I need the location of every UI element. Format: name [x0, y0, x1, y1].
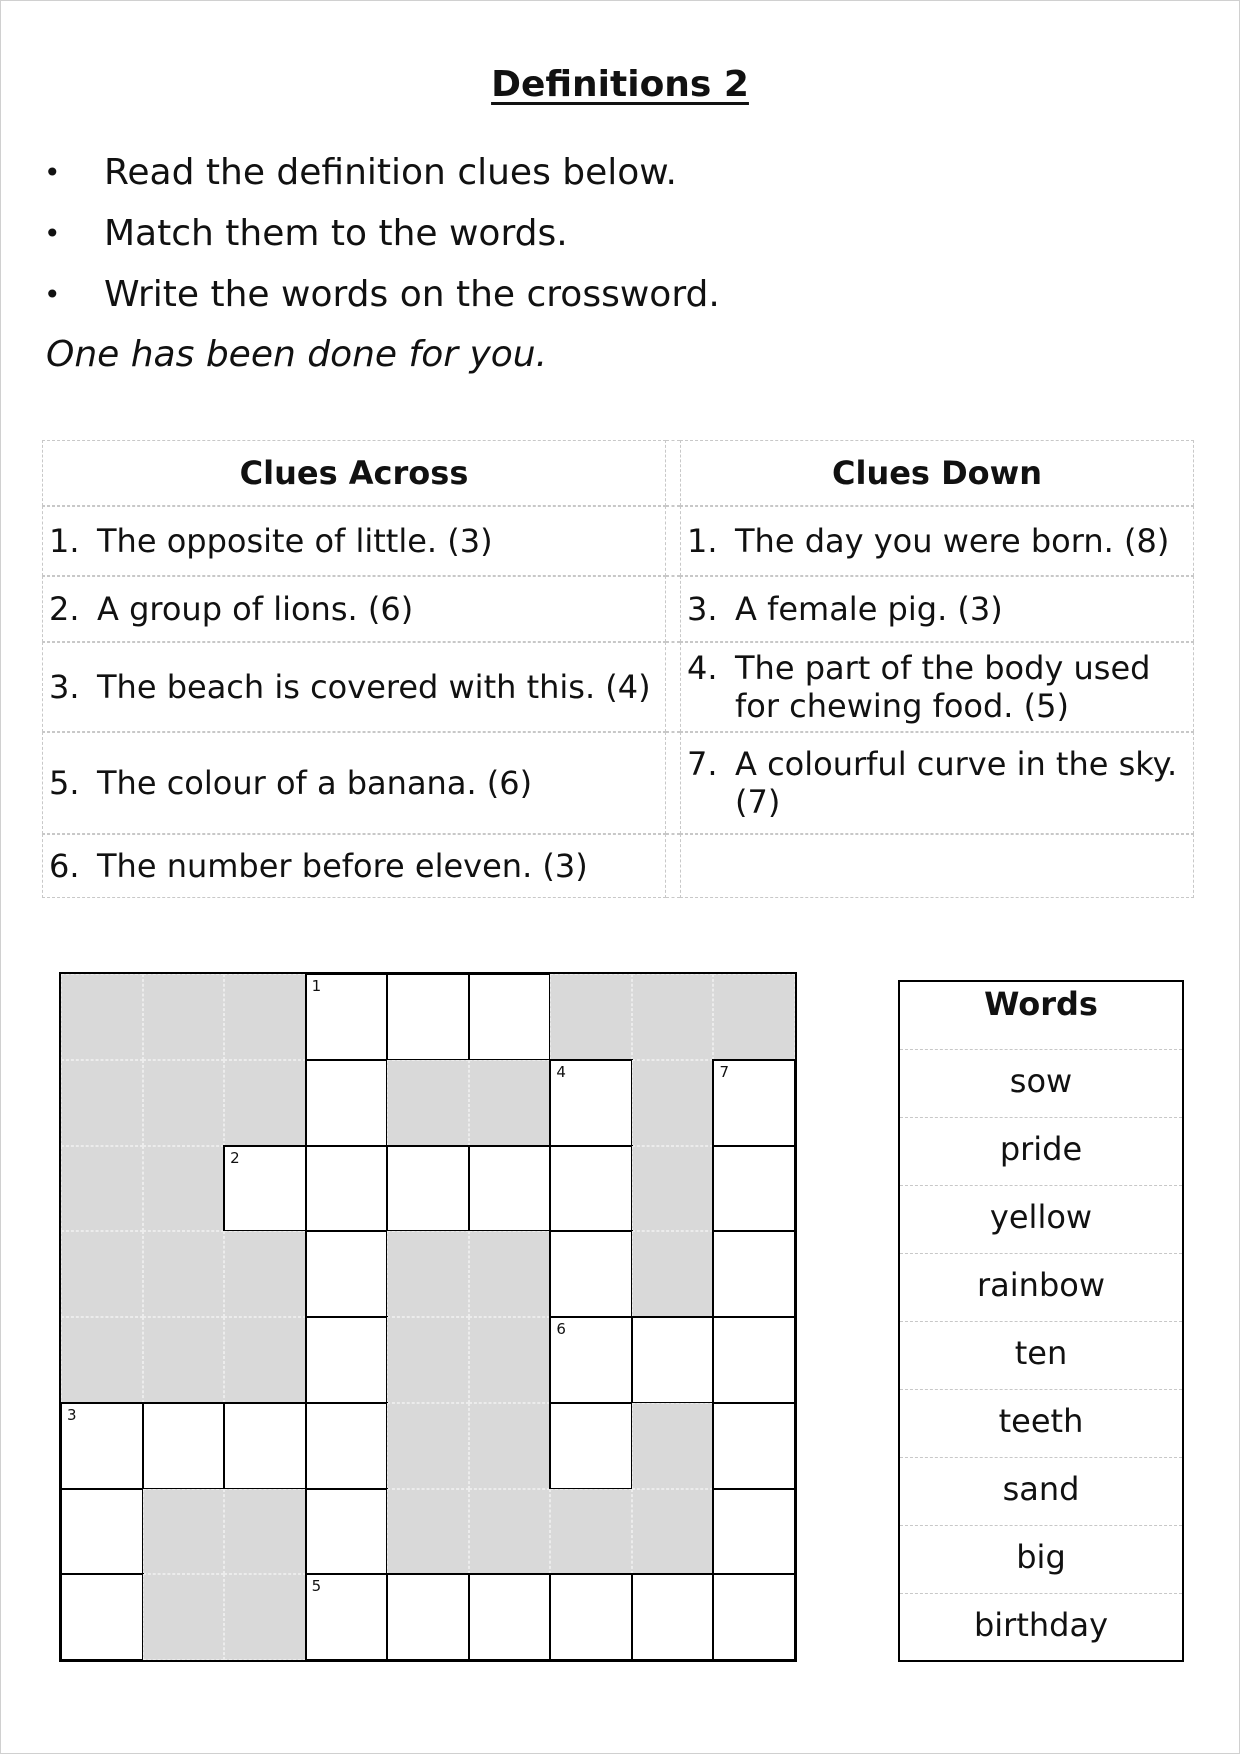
clue-text: The colour of a banana. (6): [97, 764, 533, 802]
cell-number: 3: [67, 1405, 77, 1424]
clue-across: [42, 732, 666, 834]
crossword-block: [143, 1231, 225, 1317]
crossword-block: [550, 974, 632, 1060]
crossword-block: [469, 1060, 551, 1146]
word-bank-header: Words: [900, 982, 1182, 1050]
instruction-item: [0, 148, 1240, 209]
crossword-block: [61, 1231, 143, 1317]
cell-number: 4: [556, 1062, 566, 1081]
word-bank: [898, 980, 1184, 1662]
crossword-cell[interactable]: [712, 1316, 796, 1404]
clue-down: [680, 642, 1194, 732]
cell-number: 7: [719, 1062, 729, 1081]
clues-header-row: [42, 440, 1194, 506]
instruction-text: Read the definition clues below.: [104, 152, 677, 193]
crossword-block: [61, 1146, 143, 1232]
crossword-cell[interactable]: [142, 1402, 226, 1490]
word-bank-item: birthday: [973, 1606, 1109, 1644]
instruction-text: Write the words on the crossword.: [104, 274, 720, 315]
crossword-block: [632, 1146, 714, 1232]
crossword-block: [550, 1489, 632, 1575]
clue-down: [680, 506, 1194, 576]
crossword-block: [469, 1403, 551, 1489]
crossword-block: [143, 1060, 225, 1146]
crossword-block: [632, 1489, 714, 1575]
clue-number: 2.: [49, 590, 80, 628]
cell-number: 5: [311, 1577, 322, 1596]
clue-row: [42, 642, 1194, 732]
crossword-cell[interactable]: [712, 1488, 796, 1576]
crossword-cell[interactable]: [386, 1573, 470, 1661]
crossword-cell[interactable]: [305, 1488, 389, 1576]
crossword-cell[interactable]: [386, 973, 470, 1061]
crossword-cell[interactable]: [305, 973, 389, 1061]
clue-text: The number before eleven. (3): [97, 847, 588, 885]
word-bank-item: sow: [900, 1050, 1182, 1118]
clue-text: A group of lions. (6): [97, 590, 414, 628]
crossword-block: [224, 1489, 306, 1575]
clue-number: 3.: [687, 590, 718, 628]
column-gap: [666, 834, 680, 898]
crossword-block: [143, 1317, 225, 1403]
crossword-block: [469, 1231, 551, 1317]
crossword-cell[interactable]: [549, 1316, 633, 1404]
instruction-text: Match them to the words.: [104, 213, 568, 254]
instructions-list: [0, 148, 1240, 331]
crossword-cell[interactable]: [631, 1573, 715, 1661]
clue-across: [42, 576, 666, 642]
crossword-block: [224, 1317, 306, 1403]
crossword-cell[interactable]: [712, 1059, 796, 1147]
word-bank-item: rainbow: [900, 1254, 1182, 1322]
crossword-block: [224, 1231, 306, 1317]
crossword-block: [632, 974, 714, 1060]
clue-number: 3.: [49, 668, 80, 706]
crossword-cell[interactable]: [712, 1402, 796, 1490]
instruction-item: [0, 270, 1240, 331]
clue-across: [42, 642, 666, 732]
bullet-icon: •: [44, 217, 61, 250]
instruction-item: [0, 209, 1240, 270]
crossword-cell[interactable]: [223, 1145, 307, 1233]
clues-across-header: Clues Across: [42, 440, 666, 506]
word-bank-item: ten: [900, 1322, 1182, 1390]
column-gap: [666, 642, 680, 732]
crossword-cell[interactable]: [549, 1059, 633, 1147]
crossword-cell[interactable]: [305, 1230, 389, 1318]
crossword-cell[interactable]: [549, 1230, 633, 1318]
column-gap: [666, 506, 680, 576]
clue-number: 1.: [49, 522, 80, 560]
clue-number: 1.: [687, 522, 718, 560]
word-bank-item: yellow: [900, 1186, 1182, 1254]
clue-down: [680, 732, 1194, 834]
crossword-cell[interactable]: [223, 1402, 307, 1490]
crossword-block: [632, 1231, 714, 1317]
clue-row: [42, 506, 1194, 576]
clue-number: 6.: [49, 847, 80, 885]
crossword-block: [224, 1574, 306, 1660]
clue-text: A female pig. (3): [735, 590, 1003, 628]
clue-text: The part of the body used for chewing food. (5): [735, 649, 1151, 725]
crossword-block: [61, 1060, 143, 1146]
crossword-block: [387, 1403, 469, 1489]
crossword-cell[interactable]: [305, 1316, 389, 1404]
clue-number: 7.: [687, 745, 718, 783]
crossword-cell[interactable]: [305, 1573, 389, 1661]
crossword-cell[interactable]: [549, 1402, 633, 1490]
clue-number: 4.: [687, 649, 718, 687]
column-gap: [666, 732, 680, 834]
crossword-cell[interactable]: [712, 1573, 796, 1661]
crossword-cell[interactable]: [305, 1145, 389, 1233]
crossword-block: [224, 1060, 306, 1146]
crossword-cell[interactable]: [468, 1145, 552, 1233]
clues-down-header: Clues Down: [680, 440, 1194, 506]
crossword-block: [143, 1146, 225, 1232]
column-gap: [666, 440, 680, 506]
crossword-grid: [59, 972, 797, 1662]
crossword-cell[interactable]: [305, 1402, 389, 1490]
cell-number: 2: [230, 1148, 240, 1167]
page-title: Definitions 2: [491, 64, 749, 105]
clue-row: [42, 576, 1194, 642]
crossword-block: [61, 1317, 143, 1403]
clue-row: [42, 732, 1194, 834]
clue-text: The opposite of little. (3): [97, 522, 493, 560]
crossword-cell[interactable]: [468, 1573, 552, 1661]
crossword-cell[interactable]: [468, 973, 552, 1061]
crossword-cell[interactable]: [712, 1230, 796, 1318]
clue-down-empty: [680, 834, 1194, 898]
crossword-block: [143, 974, 225, 1060]
crossword-cell[interactable]: [549, 1145, 633, 1233]
crossword-block: [143, 1489, 225, 1575]
crossword-block: [387, 1317, 469, 1403]
crossword-block: [224, 974, 306, 1060]
crossword-block: [469, 1317, 551, 1403]
crossword-cell[interactable]: [305, 1059, 389, 1147]
word-bank-item: pride: [900, 1118, 1182, 1186]
crossword-block: [469, 1489, 551, 1575]
clue-across: [42, 506, 666, 576]
bullet-icon: •: [44, 278, 61, 311]
crossword-block: [387, 1060, 469, 1146]
crossword-block: [632, 1060, 714, 1146]
bullet-icon: •: [44, 156, 61, 189]
clue-text: A colourful curve in the sky. (7): [735, 745, 1178, 821]
clue-text: The day you were born. (8): [735, 522, 1170, 560]
crossword-cell[interactable]: [712, 1145, 796, 1233]
clues-table: [42, 440, 1194, 898]
column-gap: [666, 576, 680, 642]
instruction-note: One has been done for you.: [46, 334, 548, 375]
crossword-cell[interactable]: [549, 1573, 633, 1661]
clue-across: [42, 834, 666, 898]
word-bank-item: teeth: [900, 1390, 1182, 1458]
crossword-block: [61, 974, 143, 1060]
crossword-block: [143, 1574, 225, 1660]
cell-number: 6: [556, 1320, 566, 1338]
crossword-block: [387, 1231, 469, 1317]
word-bank-item: sand: [900, 1458, 1182, 1526]
crossword-block: [632, 1403, 714, 1489]
word-bank-item: big: [900, 1526, 1182, 1594]
crossword-cell[interactable]: [60, 1573, 144, 1661]
clue-number: 5.: [49, 764, 80, 802]
crossword-cell[interactable]: [60, 1488, 144, 1576]
cell-number: 1: [311, 977, 322, 995]
clue-down: [680, 576, 1194, 642]
clue-row: [42, 834, 1194, 898]
crossword-cell[interactable]: [60, 1402, 144, 1490]
crossword-cell[interactable]: [386, 1145, 470, 1233]
crossword-block: [713, 974, 795, 1060]
crossword-block: [387, 1489, 469, 1575]
crossword-cell[interactable]: [631, 1316, 715, 1404]
clue-text: The beach is covered with this. (4): [97, 668, 651, 706]
